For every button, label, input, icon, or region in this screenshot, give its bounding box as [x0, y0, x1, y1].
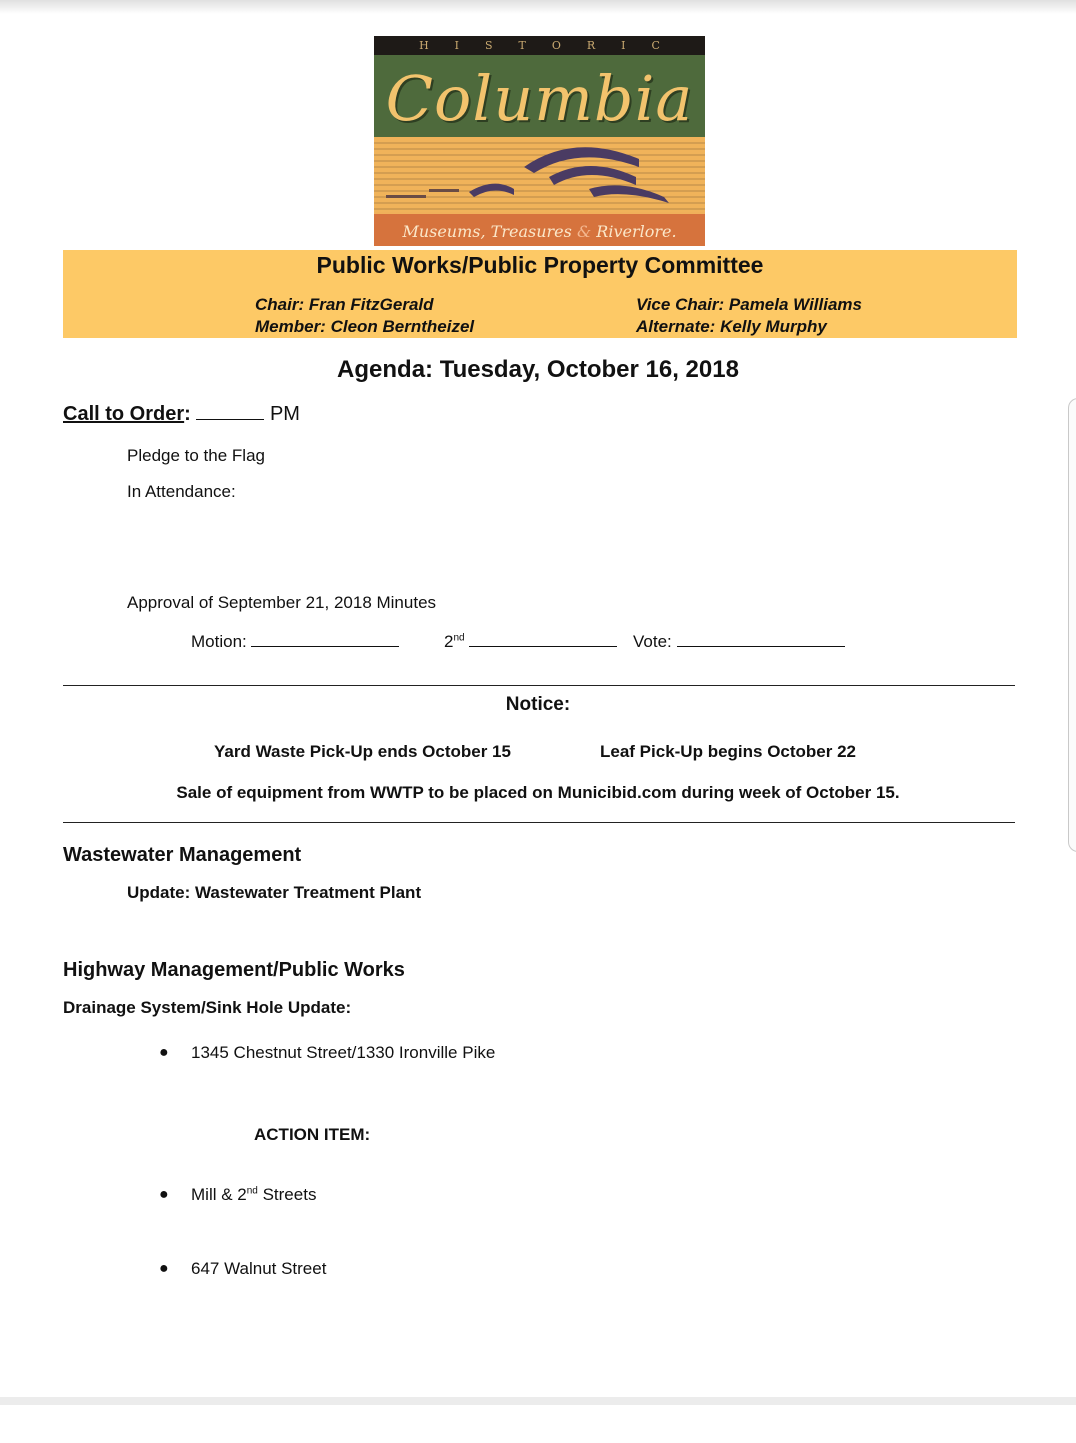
drainage-subheading: Drainage System/Sink Hole Update:: [63, 998, 352, 1017]
action-item-label: ACTION ITEM:: [254, 1125, 371, 1144]
motion-label: Motion:: [191, 632, 247, 651]
wastewater-update: Update: Wastewater Treatment Plant: [127, 883, 422, 902]
historic-columbia-logo: [374, 36, 705, 246]
page-bottom-bar: [0, 1397, 1076, 1443]
approval-item: Approval of September 21, 2018 Minutes: [127, 593, 437, 612]
list-item: Mill & 2nd Streets: [191, 1185, 317, 1204]
bridge-illustration-icon: [374, 137, 705, 212]
logo-top-text: HISTORIC: [419, 39, 686, 52]
call-to-order-suffix: PM: [269, 403, 300, 425]
committee-member: Member: Cleon Berntheizel: [255, 317, 475, 336]
call-to-order-line: Call to Order: PM: [63, 403, 300, 425]
logo-title: Columbia: [385, 62, 694, 135]
scroll-handle[interactable]: [1068, 398, 1076, 852]
attendance-item: In Attendance:: [127, 482, 236, 501]
committee-vice-chair: Vice Chair: Pamela Williams: [636, 295, 862, 314]
bullet-icon: ●: [159, 1044, 169, 1061]
logo-tagline-strip: [374, 212, 705, 246]
list-item: 647 Walnut Street: [191, 1259, 327, 1278]
notice-yard-waste: Yard Waste Pick-Up ends October 15: [214, 742, 511, 761]
vote-label: Vote:: [633, 632, 672, 651]
second-line: [444, 631, 617, 652]
notice-top-divider: [63, 685, 1015, 686]
motion-blank: [251, 631, 399, 647]
highway-heading: Highway Management/Public Works: [63, 959, 405, 981]
motion-line: [191, 631, 399, 652]
pledge-item: Pledge to the Flag: [127, 446, 265, 465]
notice-leaf: Leaf Pick-Up begins October 22: [600, 742, 857, 761]
vote-blank: [677, 631, 845, 647]
call-to-order-label: Call to Order: [63, 403, 185, 425]
committee-header-band: [63, 250, 1017, 338]
bullet-icon: ●: [159, 1260, 169, 1277]
wastewater-heading: Wastewater Management: [63, 844, 302, 866]
committee-alternate: Alternate: Kelly Murphy: [636, 317, 827, 336]
agenda-title: Agenda: Tuesday, October 16, 2018: [337, 356, 739, 383]
second-blank: [469, 631, 617, 647]
list-item: 1345 Chestnut Street/1330 Ironville Pike: [191, 1043, 496, 1062]
bullet-icon: ●: [159, 1186, 169, 1203]
committee-chair: Chair: Fran FitzGerald: [255, 295, 434, 314]
page-top-shadow: [0, 0, 1076, 14]
call-to-order-time-blank: [196, 404, 264, 420]
logo-top-strip: [374, 36, 705, 55]
notice-sale: Sale of equipment from WWTP to be placed on Municibid.com during week of October 15.: [176, 783, 900, 802]
notice-bottom-divider: [63, 822, 1015, 823]
committee-title: Public Works/Public Property Committee: [316, 252, 764, 278]
second-label: 2nd: [444, 632, 465, 651]
logo-tagline: Museums, Treasures & Riverlore.: [402, 221, 677, 241]
notice-title: Notice:: [505, 694, 571, 715]
vote-line: [633, 631, 845, 652]
